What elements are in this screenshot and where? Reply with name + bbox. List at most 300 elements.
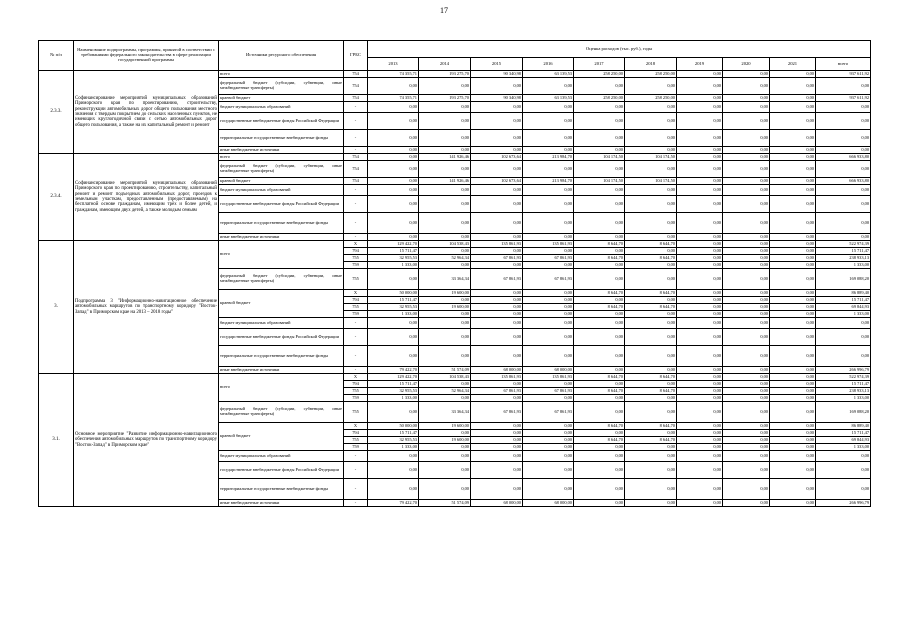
- value-cell: 0,00: [574, 297, 625, 304]
- value-cell: 258 250,00: [625, 71, 677, 78]
- value-cell: 0,00: [419, 444, 471, 451]
- value-cell: 8 644,70: [625, 437, 677, 444]
- value-cell: 0,00: [368, 113, 419, 130]
- value-cell: 0,00: [770, 451, 816, 462]
- value-cell: 0,00: [770, 395, 816, 402]
- value-total: 266 996,79: [816, 500, 871, 507]
- value-cell: 135 861,93: [523, 374, 574, 381]
- value-cell: 0,00: [770, 113, 816, 130]
- grbs-code: 759: [344, 311, 368, 318]
- value-total: 666 933,80: [816, 154, 871, 161]
- value-cell: 193 275,70: [419, 71, 471, 78]
- value-cell: 0,00: [523, 297, 574, 304]
- value-cell: 0,00: [677, 318, 723, 329]
- value-cell: 0,00: [574, 395, 625, 402]
- value-cell: 0,00: [677, 437, 723, 444]
- value-cell: 0,00: [625, 78, 677, 95]
- value-cell: 8 644,70: [625, 241, 677, 248]
- value-cell: 0,00: [677, 185, 723, 196]
- value-cell: 0,00: [419, 395, 471, 402]
- value-cell: 213 984,70: [523, 178, 574, 185]
- value-cell: 0,00: [625, 367, 677, 374]
- value-cell: 0,00: [471, 161, 523, 178]
- row-number: 2.3.4.: [39, 154, 74, 241]
- value-total: 169 088,20: [816, 269, 871, 290]
- value-cell: 0,00: [471, 437, 523, 444]
- value-cell: 0,00: [419, 346, 471, 367]
- value-cell: 8 644,70: [574, 423, 625, 430]
- grbs-code: 755: [344, 255, 368, 262]
- value-cell: 0,00: [574, 262, 625, 269]
- value-cell: 0,00: [574, 113, 625, 130]
- funding-source: федеральный бюджет (субсидии, субвенции, иные межбюджетные трансферты): [219, 269, 344, 290]
- value-cell: 0,00: [723, 161, 770, 178]
- value-cell: 0,00: [471, 462, 523, 479]
- value-total: 0,00: [816, 196, 871, 213]
- value-cell: 0,00: [419, 248, 471, 255]
- value-cell: 67 861,93: [523, 255, 574, 262]
- value-cell: 0,00: [625, 297, 677, 304]
- value-cell: 0,00: [723, 154, 770, 161]
- value-cell: 0,00: [723, 262, 770, 269]
- value-cell: 0,00: [723, 147, 770, 154]
- value-cell: 0,00: [625, 262, 677, 269]
- grbs-code: -: [344, 500, 368, 507]
- value-cell: 0,00: [574, 213, 625, 234]
- value-cell: 0,00: [625, 462, 677, 479]
- value-cell: 0,00: [677, 304, 723, 311]
- value-cell: 104 538,43: [419, 241, 471, 248]
- value-cell: 0,00: [677, 161, 723, 178]
- value-cell: 0,00: [574, 196, 625, 213]
- header-grbs: ГРБС: [344, 41, 368, 71]
- value-cell: 0,00: [723, 367, 770, 374]
- program-name: Софинансирование мероприятий муниципальных образований Приморского края по проектированию, строительству, реконструкции автомобильных дорог общего пользования местного значения с твердым покрытием до сельских населенных пунктов, не имеющих круглогодичной связи с сетью автомобильных дорог общего пользования, а также на их капитальный ремонт и ремонт: [74, 71, 219, 154]
- value-cell: 0,00: [770, 367, 816, 374]
- value-cell: 33 364,34: [419, 269, 471, 290]
- value-cell: 0,00: [523, 437, 574, 444]
- value-cell: 50 000,00: [368, 290, 419, 297]
- value-cell: 0,00: [471, 130, 523, 147]
- value-cell: 0,00: [368, 329, 419, 346]
- value-cell: 0,00: [523, 381, 574, 388]
- value-cell: 51 574,09: [419, 367, 471, 374]
- value-cell: 0,00: [677, 241, 723, 248]
- value-cell: 0,00: [471, 147, 523, 154]
- value-cell: 0,00: [677, 329, 723, 346]
- value-cell: 0,00: [677, 346, 723, 367]
- grbs-code: 794: [344, 297, 368, 304]
- value-cell: 0,00: [723, 78, 770, 95]
- value-cell: 0,00: [677, 388, 723, 395]
- grbs-code: 794: [344, 430, 368, 437]
- value-cell: 0,00: [574, 248, 625, 255]
- grbs-code: X: [344, 374, 368, 381]
- value-cell: 8 644,70: [574, 255, 625, 262]
- grbs-code: X: [344, 241, 368, 248]
- value-cell: 0,00: [368, 154, 419, 161]
- value-cell: 0,00: [677, 213, 723, 234]
- value-cell: 0,00: [523, 78, 574, 95]
- grbs-code: -: [344, 185, 368, 196]
- value-cell: 0,00: [574, 147, 625, 154]
- funding-source: краевой бюджет: [219, 95, 344, 102]
- value-cell: 0,00: [574, 130, 625, 147]
- value-cell: 0,00: [677, 402, 723, 423]
- value-cell: 0,00: [770, 388, 816, 395]
- value-cell: 0,00: [368, 147, 419, 154]
- value-cell: 0,00: [471, 234, 523, 241]
- value-cell: 0,00: [677, 500, 723, 507]
- value-cell: 0,00: [471, 346, 523, 367]
- value-cell: 0,00: [523, 318, 574, 329]
- grbs-code: 754: [344, 178, 368, 185]
- header-year: 2015: [471, 58, 523, 71]
- value-cell: 67 861,93: [471, 255, 523, 262]
- value-cell: 0,00: [625, 213, 677, 234]
- value-cell: 0,00: [723, 255, 770, 262]
- value-total: 0,00: [816, 213, 871, 234]
- value-total: 0,00: [816, 234, 871, 241]
- funding-source: всего: [219, 154, 344, 161]
- value-cell: 90 340,98: [471, 95, 523, 102]
- value-cell: 0,00: [523, 185, 574, 196]
- value-cell: 0,00: [368, 479, 419, 500]
- header-year: 2020: [723, 58, 770, 71]
- header-year: 2019: [677, 58, 723, 71]
- funding-source: иные внебюджетные источники: [219, 367, 344, 374]
- value-cell: 0,00: [419, 430, 471, 437]
- value-cell: 0,00: [523, 423, 574, 430]
- value-total: 238 933,13: [816, 255, 871, 262]
- value-cell: 0,00: [471, 102, 523, 113]
- value-cell: 0,00: [471, 113, 523, 130]
- value-cell: 0,00: [677, 269, 723, 290]
- value-cell: 0,00: [625, 500, 677, 507]
- funding-source: государственные внебюджетные фонды Российской Федерации: [219, 462, 344, 479]
- value-cell: 0,00: [419, 297, 471, 304]
- value-cell: 0,00: [471, 444, 523, 451]
- value-cell: 0,00: [523, 262, 574, 269]
- grbs-code: 754: [344, 95, 368, 102]
- grbs-code: 754: [344, 71, 368, 78]
- value-cell: 68 000,00: [471, 367, 523, 374]
- value-cell: 8 644,70: [574, 304, 625, 311]
- value-cell: 0,00: [723, 479, 770, 500]
- value-cell: 8 644,70: [574, 241, 625, 248]
- grbs-code: -: [344, 462, 368, 479]
- value-cell: 0,00: [471, 395, 523, 402]
- value-cell: 51 574,09: [419, 500, 471, 507]
- funding-source: бюджет муниципальных образований: [219, 102, 344, 113]
- value-total: 15 711,47: [816, 248, 871, 255]
- value-cell: 63 139,53: [523, 71, 574, 78]
- value-cell: 32 955,53: [368, 437, 419, 444]
- value-total: 266 996,79: [816, 367, 871, 374]
- value-cell: 0,00: [723, 95, 770, 102]
- value-cell: 0,00: [723, 102, 770, 113]
- table-row: [39, 241, 871, 248]
- value-cell: 0,00: [471, 451, 523, 462]
- value-cell: 141 926,46: [419, 154, 471, 161]
- value-cell: 0,00: [625, 346, 677, 367]
- funding-source: иные внебюджетные источники: [219, 234, 344, 241]
- value-cell: 0,00: [523, 346, 574, 367]
- value-cell: 0,00: [419, 329, 471, 346]
- value-cell: 0,00: [677, 430, 723, 437]
- value-cell: 0,00: [625, 147, 677, 154]
- value-cell: 0,00: [770, 479, 816, 500]
- value-cell: 74 355,71: [368, 71, 419, 78]
- value-cell: 0,00: [770, 437, 816, 444]
- value-total: 0,00: [816, 113, 871, 130]
- grbs-code: 755: [344, 388, 368, 395]
- value-cell: 1 333,00: [368, 395, 419, 402]
- value-total: 0,00: [816, 451, 871, 462]
- value-total: 86 889,40: [816, 290, 871, 297]
- value-cell: 0,00: [770, 71, 816, 78]
- value-cell: 0,00: [625, 381, 677, 388]
- value-cell: 63 139,53: [523, 95, 574, 102]
- value-cell: 32 955,53: [368, 255, 419, 262]
- value-cell: 19 600,00: [419, 290, 471, 297]
- value-cell: 104 538,43: [419, 374, 471, 381]
- value-cell: 67 861,93: [523, 402, 574, 423]
- value-cell: 0,00: [471, 290, 523, 297]
- value-cell: 0,00: [368, 185, 419, 196]
- grbs-code: 759: [344, 395, 368, 402]
- value-total: 1 333,00: [816, 395, 871, 402]
- value-cell: 0,00: [523, 290, 574, 297]
- value-cell: 0,00: [677, 196, 723, 213]
- value-cell: 0,00: [419, 462, 471, 479]
- value-cell: 0,00: [574, 430, 625, 437]
- funding-source: федеральный бюджет (субсидии, субвенции, иные межбюджетные трансферты): [219, 78, 344, 95]
- value-cell: 0,00: [419, 318, 471, 329]
- value-total: 522 974,39: [816, 241, 871, 248]
- value-cell: 0,00: [574, 367, 625, 374]
- grbs-code: -: [344, 147, 368, 154]
- value-cell: 8 644,70: [625, 388, 677, 395]
- value-cell: 68 000,00: [523, 367, 574, 374]
- value-cell: 0,00: [770, 444, 816, 451]
- value-cell: 8 644,70: [625, 304, 677, 311]
- value-cell: 0,00: [523, 329, 574, 346]
- value-total: 0,00: [816, 462, 871, 479]
- value-cell: 0,00: [677, 78, 723, 95]
- funding-source: краевой бюджет: [219, 290, 344, 318]
- program-name: Софинансирование мероприятий муниципальных образований Приморского края по проектированию, строительству, капитальный ремонт и ремонт подъездных автомобильных дорог, проездов к земельным участкам, предоставленным (предоставляемым) на бесплатной основе гражданам, имеющим трёх и более детей, и гражданам, имеющим двух детей, а также молодым семьям: [74, 154, 219, 241]
- value-cell: 0,00: [770, 154, 816, 161]
- value-cell: 0,00: [770, 178, 816, 185]
- value-cell: 0,00: [723, 304, 770, 311]
- value-cell: 15 711,47: [368, 381, 419, 388]
- value-cell: 67 861,93: [523, 269, 574, 290]
- grbs-code: -: [344, 213, 368, 234]
- value-total: 666 933,80: [816, 178, 871, 185]
- value-cell: 0,00: [471, 78, 523, 95]
- value-cell: 0,00: [368, 451, 419, 462]
- value-cell: 0,00: [368, 234, 419, 241]
- value-cell: 0,00: [677, 479, 723, 500]
- value-cell: 0,00: [625, 196, 677, 213]
- value-cell: 0,00: [471, 185, 523, 196]
- funding-source: бюджет муниципальных образований: [219, 185, 344, 196]
- value-total: 15 711,47: [816, 381, 871, 388]
- value-cell: 0,00: [625, 234, 677, 241]
- value-cell: 0,00: [723, 430, 770, 437]
- grbs-code: -: [344, 479, 368, 500]
- value-cell: 0,00: [723, 234, 770, 241]
- value-total: 1 333,00: [816, 311, 871, 318]
- value-cell: 0,00: [677, 374, 723, 381]
- value-cell: 0,00: [770, 311, 816, 318]
- value-cell: 0,00: [523, 444, 574, 451]
- value-cell: 0,00: [574, 346, 625, 367]
- value-cell: 0,00: [574, 102, 625, 113]
- value-cell: 32 955,53: [368, 304, 419, 311]
- value-cell: 0,00: [770, 346, 816, 367]
- funding-source: территориальные государственные внебюджетные фонды: [219, 130, 344, 147]
- grbs-code: 754: [344, 78, 368, 95]
- value-cell: 8 644,70: [625, 423, 677, 430]
- value-cell: 0,00: [723, 500, 770, 507]
- value-cell: 0,00: [625, 102, 677, 113]
- value-cell: 0,00: [723, 462, 770, 479]
- funding-source: территориальные государственные внебюджетные фонды: [219, 346, 344, 367]
- value-cell: 0,00: [770, 500, 816, 507]
- value-cell: 0,00: [419, 102, 471, 113]
- value-cell: 0,00: [574, 329, 625, 346]
- value-cell: 0,00: [677, 297, 723, 304]
- value-cell: 0,00: [723, 269, 770, 290]
- value-cell: 15 711,47: [368, 248, 419, 255]
- value-cell: 141 926,46: [419, 178, 471, 185]
- value-cell: 0,00: [625, 430, 677, 437]
- value-cell: 0,00: [368, 161, 419, 178]
- value-cell: 79 422,70: [368, 500, 419, 507]
- header-year: 2014: [419, 58, 471, 71]
- value-cell: 0,00: [625, 479, 677, 500]
- value-cell: 0,00: [723, 130, 770, 147]
- value-cell: 15 711,47: [368, 297, 419, 304]
- value-cell: 0,00: [419, 381, 471, 388]
- value-cell: 67 861,93: [471, 388, 523, 395]
- value-total: 1 333,00: [816, 444, 871, 451]
- value-cell: 0,00: [625, 248, 677, 255]
- row-number: 2.3.3.: [39, 71, 74, 154]
- grbs-code: -: [344, 196, 368, 213]
- value-cell: 0,00: [368, 178, 419, 185]
- value-cell: 0,00: [471, 329, 523, 346]
- value-cell: 50 000,00: [368, 423, 419, 430]
- value-cell: 0,00: [523, 462, 574, 479]
- value-cell: 0,00: [723, 311, 770, 318]
- value-cell: 0,00: [419, 78, 471, 95]
- grbs-code: 794: [344, 248, 368, 255]
- value-cell: 67 861,93: [471, 402, 523, 423]
- value-cell: 67 861,93: [471, 269, 523, 290]
- value-total: 937 611,92: [816, 95, 871, 102]
- value-cell: 0,00: [677, 423, 723, 430]
- value-cell: 0,00: [723, 213, 770, 234]
- value-cell: 0,00: [625, 113, 677, 130]
- grbs-code: -: [344, 234, 368, 241]
- value-cell: 0,00: [770, 213, 816, 234]
- value-cell: 0,00: [723, 113, 770, 130]
- value-cell: 0,00: [770, 255, 816, 262]
- funding-source: всего: [219, 374, 344, 402]
- grbs-code: -: [344, 346, 368, 367]
- value-cell: 129 422,70: [368, 374, 419, 381]
- value-cell: 0,00: [471, 297, 523, 304]
- value-cell: 0,00: [419, 130, 471, 147]
- value-cell: 0,00: [770, 161, 816, 178]
- value-cell: 0,00: [770, 130, 816, 147]
- grbs-code: 759: [344, 444, 368, 451]
- value-cell: 0,00: [770, 374, 816, 381]
- funding-source: государственные внебюджетные фонды Российской Федерации: [219, 196, 344, 213]
- grbs-code: 755: [344, 402, 368, 423]
- value-cell: 0,00: [770, 248, 816, 255]
- value-cell: 0,00: [419, 262, 471, 269]
- value-cell: 0,00: [770, 185, 816, 196]
- value-cell: 0,00: [723, 185, 770, 196]
- value-cell: 135 861,93: [471, 241, 523, 248]
- value-cell: 0,00: [471, 196, 523, 213]
- value-cell: 0,00: [471, 479, 523, 500]
- value-cell: 0,00: [419, 161, 471, 178]
- value-cell: 19 600,00: [419, 304, 471, 311]
- funding-source: территориальные государственные внебюджетные фонды: [219, 213, 344, 234]
- value-cell: 0,00: [723, 71, 770, 78]
- value-cell: 0,00: [723, 241, 770, 248]
- value-cell: 0,00: [677, 290, 723, 297]
- value-cell: 33 364,34: [419, 402, 471, 423]
- value-cell: 129 422,70: [368, 241, 419, 248]
- value-cell: 0,00: [574, 402, 625, 423]
- value-cell: 0,00: [770, 381, 816, 388]
- value-cell: 0,00: [625, 311, 677, 318]
- value-cell: 0,00: [723, 437, 770, 444]
- value-cell: 0,00: [419, 311, 471, 318]
- value-cell: 0,00: [523, 311, 574, 318]
- value-total: 0,00: [816, 185, 871, 196]
- value-cell: 0,00: [574, 161, 625, 178]
- value-cell: 0,00: [723, 388, 770, 395]
- value-cell: 213 984,70: [523, 154, 574, 161]
- header-year: 2013: [368, 58, 419, 71]
- value-total: 0,00: [816, 346, 871, 367]
- value-cell: 0,00: [625, 402, 677, 423]
- value-cell: 0,00: [677, 95, 723, 102]
- value-total: 0,00: [816, 102, 871, 113]
- value-cell: 0,00: [625, 161, 677, 178]
- value-cell: 0,00: [471, 213, 523, 234]
- value-total: 0,00: [816, 329, 871, 346]
- value-cell: 0,00: [419, 234, 471, 241]
- value-cell: 0,00: [368, 196, 419, 213]
- value-cell: 0,00: [723, 290, 770, 297]
- value-cell: 0,00: [677, 255, 723, 262]
- value-cell: 0,00: [523, 304, 574, 311]
- value-cell: 32 955,53: [368, 388, 419, 395]
- value-cell: 0,00: [625, 395, 677, 402]
- value-total: 0,00: [816, 130, 871, 147]
- value-cell: 104 174,50: [574, 178, 625, 185]
- value-cell: 0,00: [368, 318, 419, 329]
- row-number: 3.1.: [39, 374, 74, 507]
